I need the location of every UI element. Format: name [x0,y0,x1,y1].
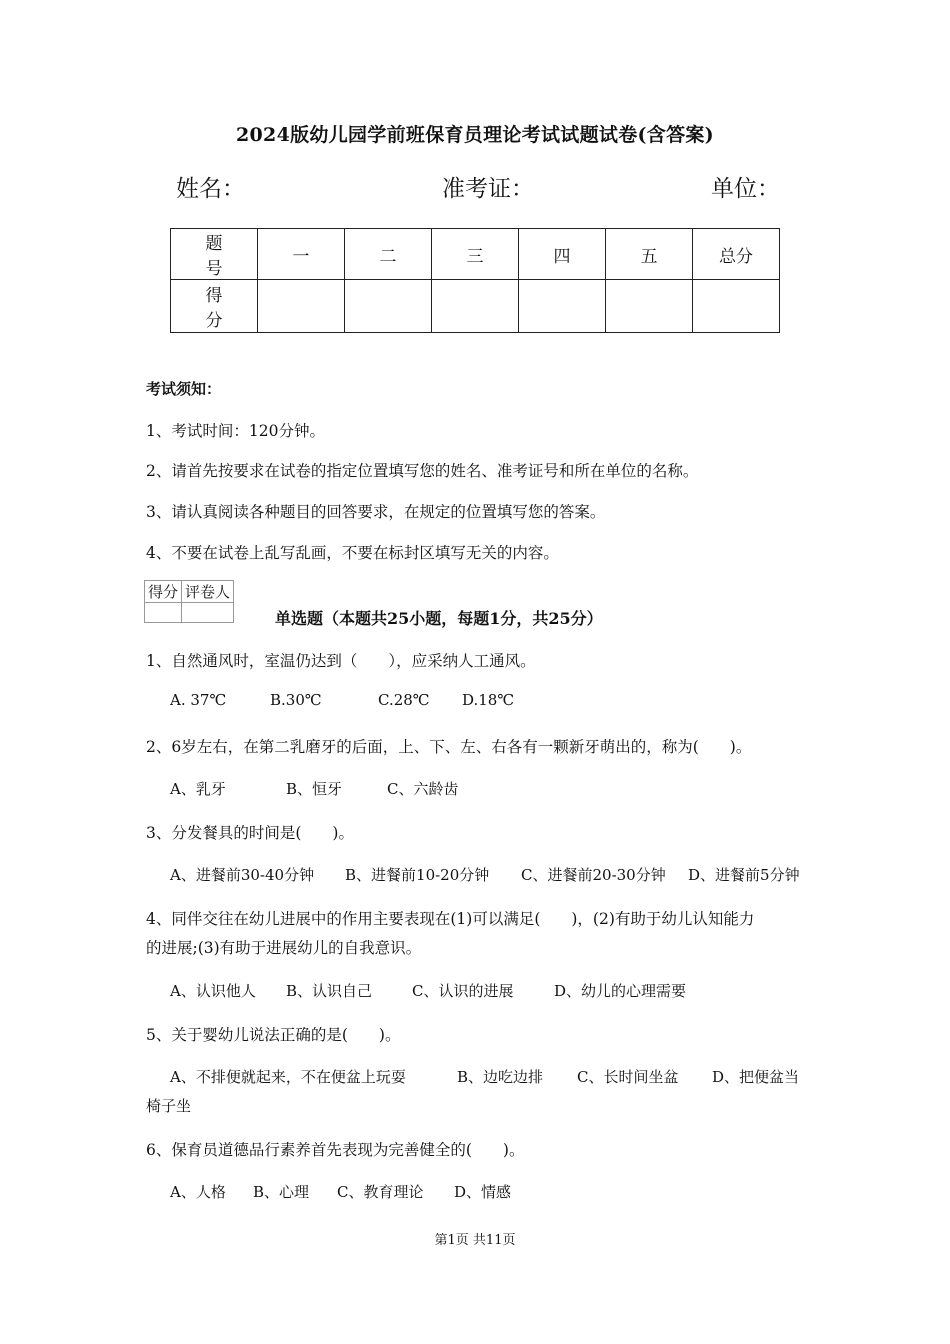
question-text: 5、关于婴幼儿说法正确的是( )。 [146,1026,401,1044]
grader-table-grader-label: 评卷人 [182,581,234,603]
score-table-col-total: 总分 [693,229,780,280]
note-item: 3、请认真阅读各种题目的回答要求，在规定的位置填写您的答案。 [146,503,606,521]
question-text: 4、同伴交往在幼儿进展中的作用主要表现在(1)可以满足( )，(2)有助于幼儿认知能力 [146,910,755,928]
option: B、进餐前10-20分钟 [345,866,490,884]
score-table-col: 三 [432,229,519,280]
option: C、六龄齿 [387,780,459,798]
score-table-col: 一 [258,229,345,280]
option: B.30℃ [270,691,322,709]
notes-heading: 考试须知： [146,380,222,398]
question-text-continued: 的进展;(3)有助于进展幼儿的自我意识。 [146,939,422,957]
score-cell[interactable] [519,280,606,333]
score-table [170,228,780,333]
score-table-header-label: 题 号 [171,229,258,280]
name-field-label: 姓名： [176,176,245,202]
option: B、边吃边排 [457,1068,544,1086]
score-table-row-label: 得 分 [171,280,258,333]
option: A、认识他人 [170,982,256,1000]
question-text: 2、6岁左右，在第二乳磨牙的后面，上、下、左、右各有一颗新牙萌出的，称为( )。 [146,738,752,756]
option: A、不排便就起来，不在便盆上玩耍 [170,1068,406,1086]
option: D、幼儿的心理需要 [554,982,687,1000]
question-text: 1、自然通风时，室温仍达到（ ），应采纳人工通风。 [146,652,536,670]
option: D、情感 [454,1183,512,1201]
note-item: 2、请首先按要求在试卷的指定位置填写您的姓名、准考证号和所在单位的名称。 [146,462,699,480]
score-cell[interactable] [258,280,345,333]
grader-table-score-label: 得分 [145,581,182,603]
score-cell[interactable] [345,280,432,333]
option: C、教育理论 [337,1183,424,1201]
grader-table-score-cell[interactable] [145,603,182,623]
option: A、人格 [170,1183,226,1201]
option: D.18℃ [462,691,515,709]
ticket-field-label: 准考证： [442,176,534,202]
score-table-col: 五 [606,229,693,280]
option: B、认识自己 [286,982,373,1000]
unit-field-label: 单位： [711,176,780,202]
option: A. 37℃ [170,691,227,709]
score-table-col: 四 [519,229,606,280]
option: A、乳牙 [170,780,226,798]
note-item: 1、考试时间：120分钟。 [146,422,325,440]
exam-title: 2024版幼儿园学前班保育员理论考试试题试卷(含答案) [236,124,714,146]
question-text: 3、分发餐具的时间是( )。 [146,824,354,842]
option: C、长时间坐盆 [577,1068,679,1086]
page-footer: 第1页 共11页 [434,1233,516,1248]
score-table-col: 二 [345,229,432,280]
score-cell[interactable] [606,280,693,333]
section-title: 单选题（本题共25小题，每题1分，共25分） [275,609,603,628]
option: C、进餐前20-30分钟 [521,866,666,884]
option: D、把便盆当 [712,1068,800,1086]
option-wrap: 椅子坐 [146,1097,192,1115]
question-text: 6、保育员道德品行素养首先表现为完善健全的( )。 [146,1141,525,1159]
score-cell-total[interactable] [693,280,780,333]
option: A、进餐前30-40分钟 [170,866,315,884]
grader-table-grader-cell[interactable] [182,603,234,623]
option: C、认识的进展 [412,982,514,1000]
score-cell[interactable] [432,280,519,333]
grader-table [144,580,234,623]
option: D、进餐前5分钟 [688,866,800,884]
option: B、心理 [253,1183,310,1201]
option: B、恒牙 [286,780,343,798]
option: C.28℃ [378,691,430,709]
note-item: 4、不要在试卷上乱写乱画，不要在标封区填写无关的内容。 [146,544,559,562]
